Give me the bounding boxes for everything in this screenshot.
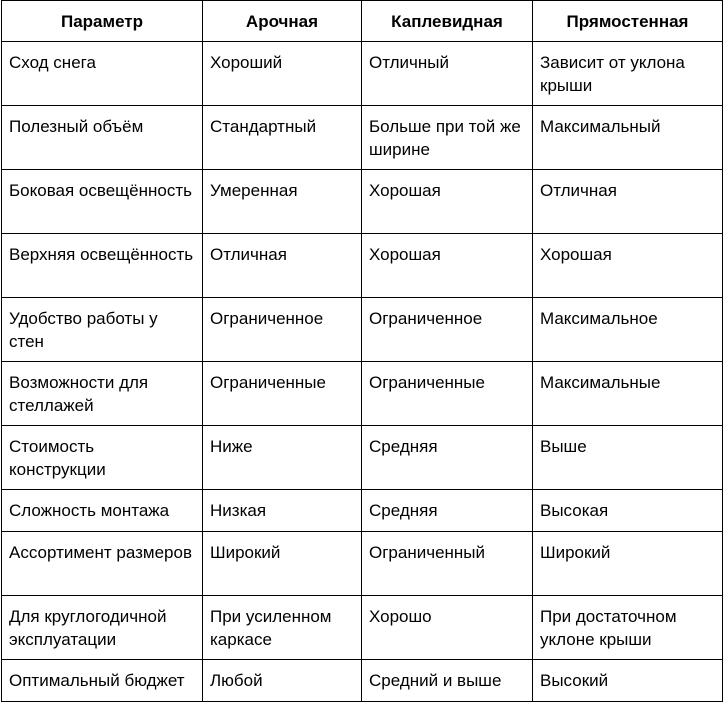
teardrop-cell: Ограниченный bbox=[362, 532, 533, 596]
teardrop-cell: Ограниченное bbox=[362, 298, 533, 362]
row-parameter-cell: Возможности для стеллажей bbox=[2, 362, 203, 426]
table-row bbox=[2, 490, 723, 532]
row-parameter-cell: Полезный объём bbox=[2, 106, 203, 170]
row-parameter-cell: Ассортимент размеров bbox=[2, 532, 203, 596]
header-teardrop: Каплевидная bbox=[362, 1, 533, 42]
teardrop-cell: Хорошая bbox=[362, 170, 533, 234]
straight-wall-cell: Высокая bbox=[533, 490, 723, 532]
row-parameter-cell: Верхняя освещённость bbox=[2, 234, 203, 298]
table-row bbox=[2, 234, 723, 298]
header-arched: Арочная bbox=[203, 1, 362, 42]
row-parameter-cell: Удобство работы у стен bbox=[2, 298, 203, 362]
arched-cell: Широкий bbox=[203, 532, 362, 596]
header-straight-wall: Прямостенная bbox=[533, 1, 723, 42]
table-row bbox=[2, 298, 723, 362]
arched-cell: Отличная bbox=[203, 234, 362, 298]
comparison-table bbox=[1, 0, 723, 702]
straight-wall-cell: Максимальный bbox=[533, 106, 723, 170]
arched-cell: Ограниченное bbox=[203, 298, 362, 362]
straight-wall-cell: Зависит от уклона крыши bbox=[533, 42, 723, 106]
arched-cell: Хороший bbox=[203, 42, 362, 106]
arched-cell: Ниже bbox=[203, 426, 362, 490]
straight-wall-cell: Широкий bbox=[533, 532, 723, 596]
arched-cell: При усиленном каркасе bbox=[203, 596, 362, 660]
arched-cell: Стандартный bbox=[203, 106, 362, 170]
arched-cell: Умеренная bbox=[203, 170, 362, 234]
arched-cell: Низкая bbox=[203, 490, 362, 532]
table-row bbox=[2, 596, 723, 660]
straight-wall-cell: Отличная bbox=[533, 170, 723, 234]
teardrop-cell: Отличный bbox=[362, 42, 533, 106]
straight-wall-cell: При достаточном уклоне крыши bbox=[533, 596, 723, 660]
table-row bbox=[2, 106, 723, 170]
teardrop-cell: Средняя bbox=[362, 426, 533, 490]
teardrop-cell: Хорошо bbox=[362, 596, 533, 660]
teardrop-cell: Ограниченные bbox=[362, 362, 533, 426]
row-parameter-cell: Стоимость конструкции bbox=[2, 426, 203, 490]
arched-cell: Любой bbox=[203, 660, 362, 702]
straight-wall-cell: Хорошая bbox=[533, 234, 723, 298]
straight-wall-cell: Максимальные bbox=[533, 362, 723, 426]
row-parameter-cell: Боковая освещённость bbox=[2, 170, 203, 234]
arched-cell: Ограниченные bbox=[203, 362, 362, 426]
teardrop-cell: Средняя bbox=[362, 490, 533, 532]
teardrop-cell: Больше при той же ширине bbox=[362, 106, 533, 170]
table-row bbox=[2, 660, 723, 702]
table-row bbox=[2, 532, 723, 596]
table-header-row bbox=[2, 1, 723, 42]
table-row bbox=[2, 426, 723, 490]
row-parameter-cell: Сложность монтажа bbox=[2, 490, 203, 532]
straight-wall-cell: Выше bbox=[533, 426, 723, 490]
table-row bbox=[2, 170, 723, 234]
row-parameter-cell: Оптимальный бюджет bbox=[2, 660, 203, 702]
table-row bbox=[2, 42, 723, 106]
row-parameter-cell: Сход снега bbox=[2, 42, 203, 106]
header-parameter: Параметр bbox=[2, 1, 203, 42]
teardrop-cell: Хорошая bbox=[362, 234, 533, 298]
teardrop-cell: Средний и выше bbox=[362, 660, 533, 702]
straight-wall-cell: Максимальное bbox=[533, 298, 723, 362]
straight-wall-cell: Высокий bbox=[533, 660, 723, 702]
table-row bbox=[2, 362, 723, 426]
row-parameter-cell: Для круглогодичной эксплуатации bbox=[2, 596, 203, 660]
